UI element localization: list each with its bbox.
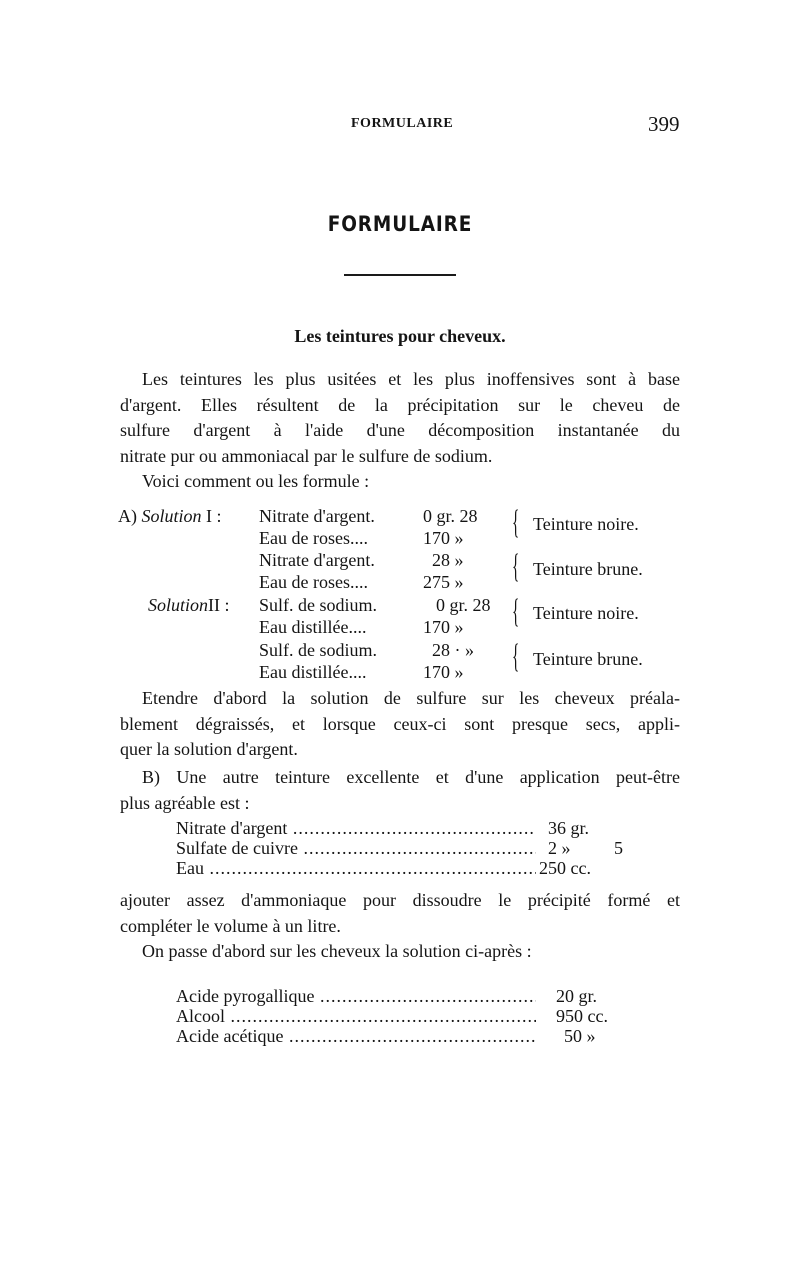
page-number: 399 [648, 112, 680, 136]
running-head [0, 114, 800, 138]
quantity: 0 gr. 28 [436, 595, 491, 615]
ingredient: Sulf. de sodium. [259, 595, 378, 615]
quantity: 170 » [423, 617, 464, 637]
solution-1-label: A) Solution I : [118, 506, 222, 526]
text-line: compléter le volume à un litre. [120, 915, 341, 936]
result: Teinture noire. [533, 514, 639, 534]
text-line: d'argent. Elles résultent de la précipitation sur le cheveu de [120, 394, 680, 415]
text-line: Voici comment ou les formule : [142, 471, 370, 491]
ingredient: Eau distillée.... [259, 617, 367, 637]
text-line: Les teintures les plus usitées et les plus inoffensives sont à base [142, 369, 680, 389]
text-line: Etendre d'abord la solution de sulfure sur les cheveux préala- [142, 688, 680, 708]
list-item: Nitrate d'argent ..... 36 gr. [176, 818, 626, 838]
text-line: quer la solution d'argent. [120, 739, 298, 759]
section-subtitle: Les teintures pour cheveux. [294, 326, 506, 346]
ingredient: Sulf. de sodium. [259, 640, 378, 660]
text-line: nitrate pur ou ammoniacal par le sulfure de sodium. [120, 445, 493, 466]
application-paragraph [120, 686, 680, 763]
quantity: 170 » [423, 662, 464, 682]
text-line: plus agréable est : [120, 792, 250, 813]
list-item: Alcool ..... 950 cc. [176, 1006, 626, 1026]
brace: { [512, 593, 520, 630]
ingredient: Eau de roses.... [259, 572, 368, 592]
list-item: Acide acétique ..... 50 » [176, 1026, 626, 1046]
title-rule [344, 274, 456, 276]
recipe-b-continuation [120, 888, 680, 965]
quantity: 0 gr. 28 [423, 506, 478, 526]
text-line: blement dégraissés, et lorsque ceux-ci sont presque secs, appli- [120, 713, 680, 734]
text-line: ajouter assez d'ammoniaque pour dissoudre le précipité formé et [120, 890, 680, 910]
ingredient: Nitrate d'argent. [259, 506, 375, 526]
recipe-b-list [176, 818, 626, 878]
intro-paragraph [120, 367, 680, 495]
running-title: FORMULAIRE [351, 116, 454, 131]
result: Teinture brune. [533, 559, 643, 579]
quantity: 170 » [423, 528, 464, 548]
text-line: sulfure d'argent à l'aide d'une décomposition instantanée du [120, 420, 680, 440]
brace: { [512, 548, 520, 585]
list-item: Sulfate de cuivre ..... 2 » 5 [176, 838, 626, 858]
quantity: 275 » [423, 572, 464, 592]
brace: { [512, 504, 520, 541]
solution-2-label: SolutionII : [148, 595, 230, 615]
list-item: Eau ..... 250 cc. [176, 858, 626, 878]
recipe-b-intro [120, 765, 680, 816]
text-line: B) Une autre teinture excellente et d'une application peut-être [142, 767, 680, 787]
ingredient: Eau distillée.... [259, 662, 367, 682]
quantity: 28 » [432, 550, 464, 570]
brace: { [512, 638, 520, 675]
ingredient: Nitrate d'argent. [259, 550, 375, 570]
result: Teinture noire. [533, 603, 639, 623]
list-item: Acide pyrogallique ..... 20 gr. [176, 986, 626, 1006]
recipe-c-list [176, 986, 626, 1046]
page-title: FORMULAIRE [327, 212, 473, 236]
ingredient: Eau de roses.... [259, 528, 368, 548]
text-line: On passe d'abord sur les cheveux la solution ci-après : [142, 941, 532, 961]
quantity: 28 · » [432, 640, 474, 660]
result: Teinture brune. [533, 649, 643, 669]
